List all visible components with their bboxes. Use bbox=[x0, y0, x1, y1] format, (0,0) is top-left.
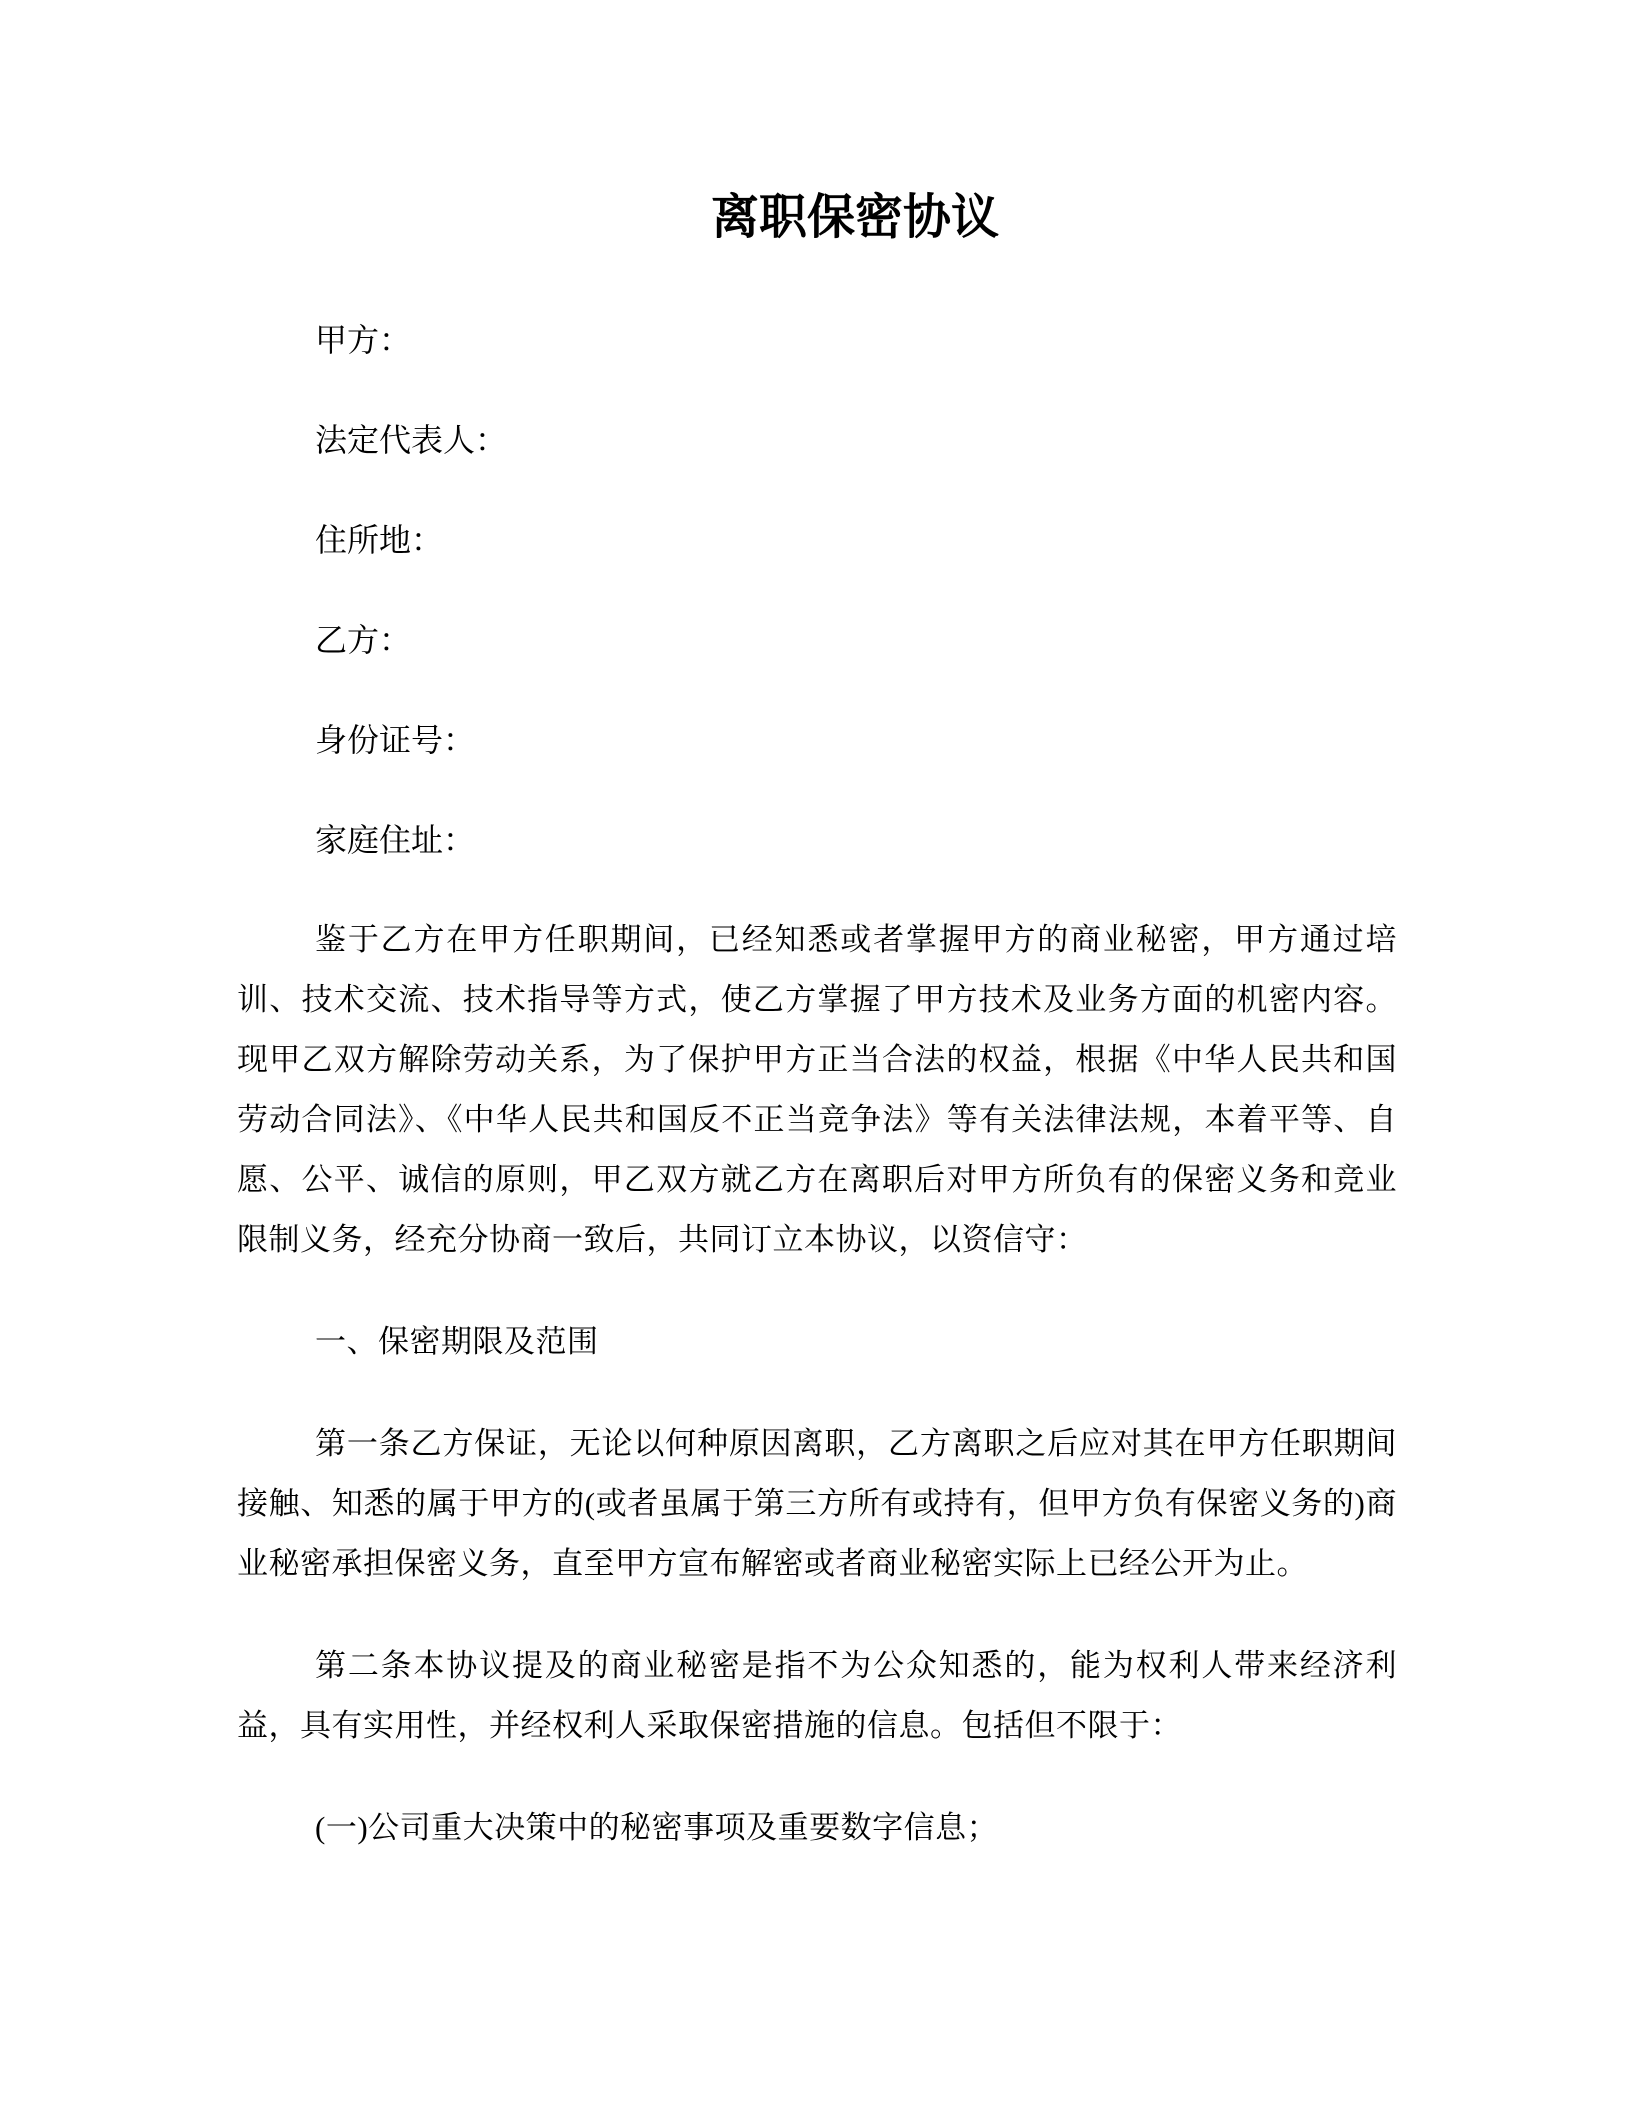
field-home-address-label: 家庭住址： bbox=[315, 822, 476, 858]
preamble-paragraph: 鉴于乙方在甲方任职期间，已经知悉或者掌握甲方的商业秘密，甲方通过培训、技术交流、技术指导等方式，使乙方掌握了甲方技术及业务方面的机密内容。现甲乙双方解除劳动关系，为了保护甲方正当合法的权益，根据《中华人民共和国劳动合同法》、《中华人民共和国反不正当竞争法》等有关法律法规，本着平等、自愿、公平、诚信的原则，甲乙双方就乙方在离职后对甲方所负有的保密义务和竞业限制义务，经充分协商一致后，共同订立本协议，以资信守： bbox=[237, 922, 1397, 1257]
field-party-a-label: 甲方： bbox=[315, 322, 412, 358]
field-id-number-label: 身份证号： bbox=[315, 722, 476, 758]
field-legal-representative bbox=[237, 410, 1397, 470]
field-party-a bbox=[237, 310, 1397, 370]
field-residence bbox=[237, 510, 1397, 570]
article-one-paragraph: 第一条乙方保证，无论以何种原因离职，乙方离职之后应对其在甲方任职期间接触、知悉的属于甲方的(或者虽属于第三方所有或持有，但甲方负有保密义务的)商业秘密承担保密义务，直至甲方宣布解密或者商业秘密实际上已经公开为止。 bbox=[237, 1426, 1397, 1581]
clause-item-one: (一)公司重大决策中的秘密事项及重要数字信息； bbox=[315, 1810, 999, 1845]
field-legal-representative-label: 法定代表人： bbox=[315, 422, 508, 458]
field-party-b bbox=[237, 610, 1397, 670]
section-one-heading: 一、保密期限及范围 bbox=[315, 1324, 599, 1359]
field-home-address bbox=[237, 810, 1397, 870]
article-two-paragraph: 第二条本协议提及的商业秘密是指不为公众知悉的，能为权利人带来经济利益，具有实用性，并经权利人采取保密措施的信息。包括但不限于： bbox=[237, 1648, 1397, 1743]
document-title: 离职保密协议 bbox=[710, 191, 999, 244]
field-residence-label: 住所地： bbox=[315, 522, 444, 558]
field-id-number bbox=[237, 710, 1397, 770]
field-party-b-label: 乙方： bbox=[315, 622, 412, 658]
party-fields-block bbox=[237, 310, 1397, 870]
